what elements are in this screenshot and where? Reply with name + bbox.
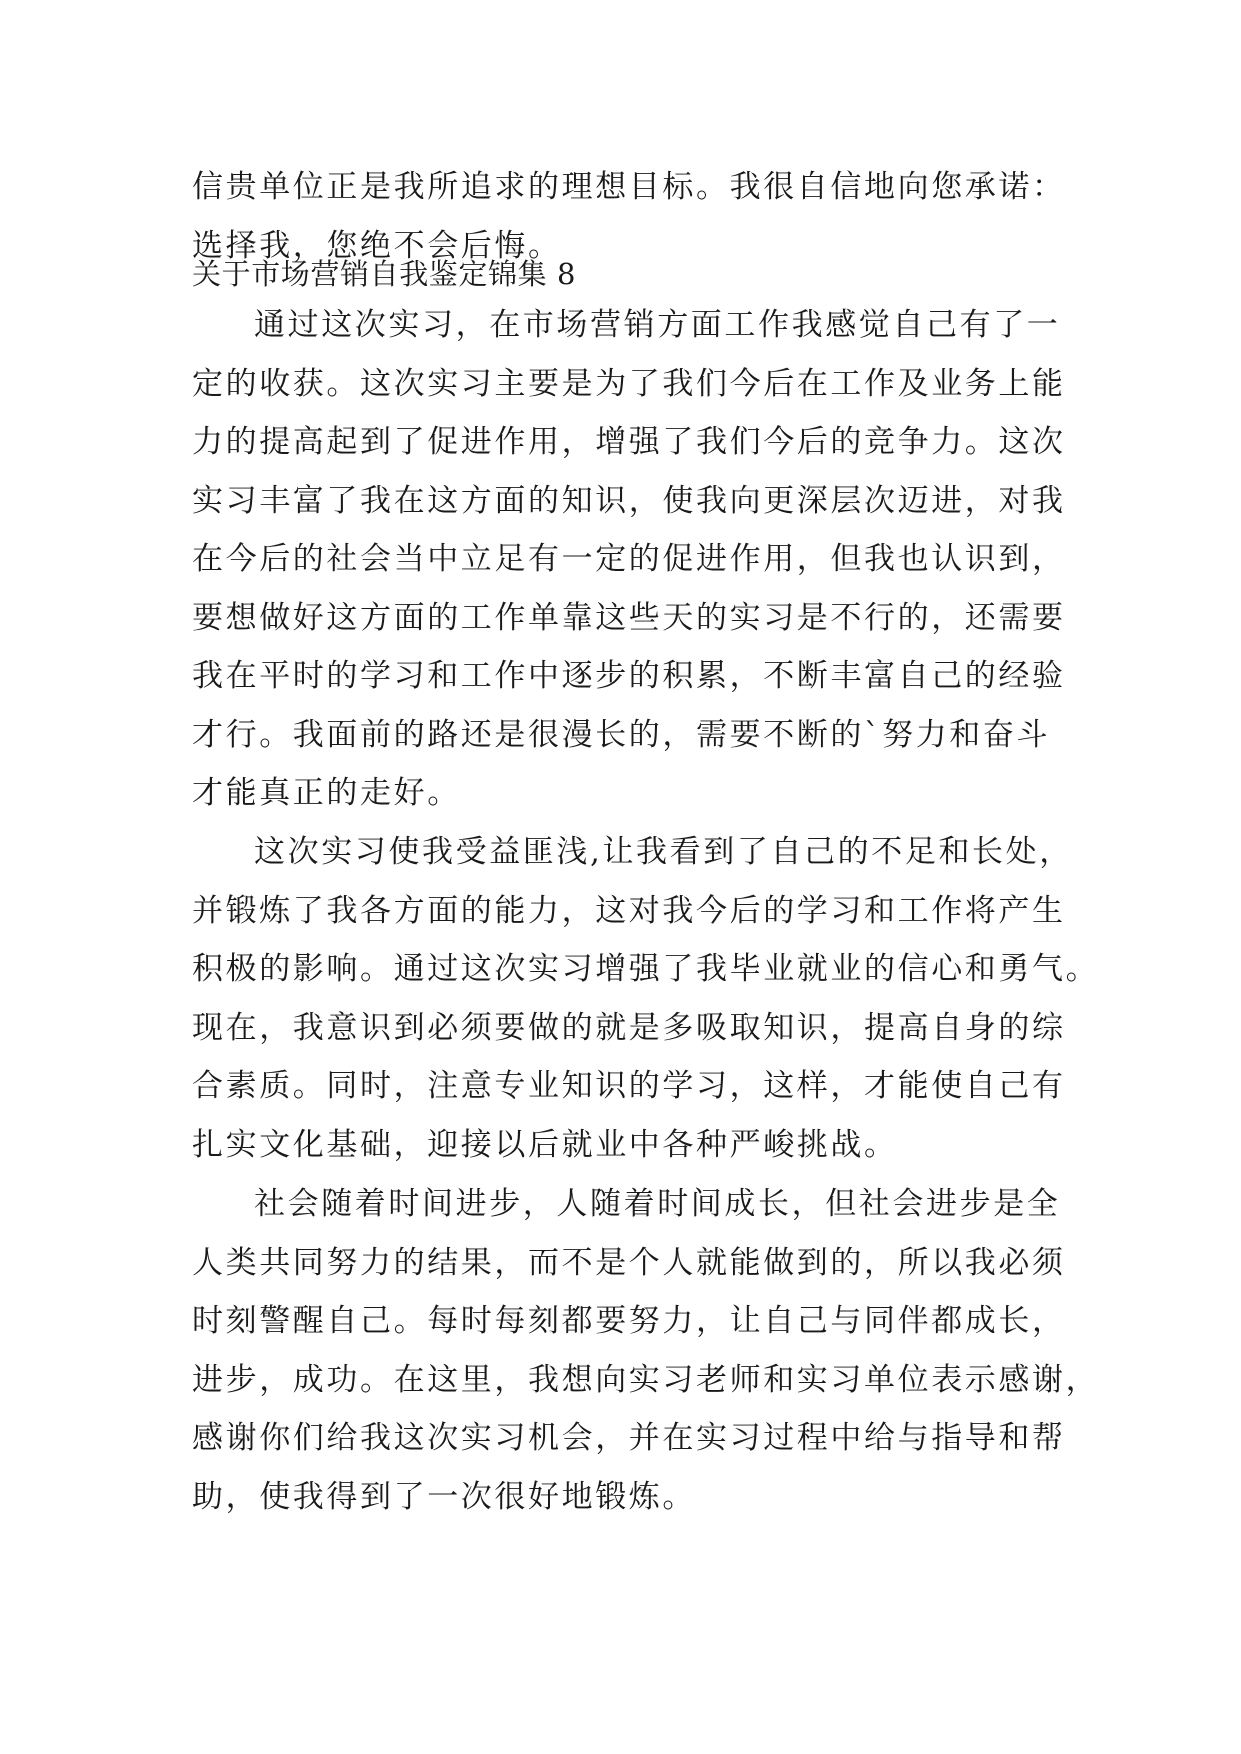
text-line: 进步，成功。在这里，我想向实习老师和实习单位表示感谢， [192,1361,1100,1398]
text-line: 感谢你们给我这次实习机会，并在实习过程中给与指导和帮 [192,1420,1066,1456]
text-line: 选择我，您绝不会后悔。 [192,227,562,264]
text-line: 合素质。同时，注意专业知识的学习，这样，才能使自己有 [192,1068,1066,1104]
text-line: 扎实文化基础，迎接以后就业中各种严峻挑战。 [192,1126,898,1163]
text-line: 力的提高起到了促进作用，增强了我们今后的竞争力。这次 [192,424,1066,460]
text-line: 信贵单位正是我所追求的理想目标。我很自信地向您承诺： [192,169,1066,205]
text-line: 这次实习使我受益匪浅,让我看到了自己的不足和长处， [254,834,1073,870]
text-line: 时刻警醒自己。每时每刻都要努力，让自己与同伴都成长， [192,1303,1066,1339]
text-line: 通过这次实习，在市场营销方面工作我感觉自己有了一 [254,307,1061,343]
text-line: 并锻炼了我各方面的能力，这对我今后的学习和工作将产生 [192,892,1066,929]
text-line: 要想做好这方面的工作单靠这些天的实习是不行的，还需要 [192,599,1066,636]
text-line: 社会随着时间进步，人随着时间成长，但社会进步是全 [254,1186,1061,1222]
text-line: 才行。我面前的路还是很漫长的，需要不断的`努力和奋斗 [192,716,1051,753]
text-line: 我在平时的学习和工作中逐步的积累，不断丰富自己的经验 [192,658,1066,694]
text-line: 人类共同努力的结果，而不是个人就能做到的，所以我必须 [192,1244,1066,1281]
text-line: 定的收获。这次实习主要是为了我们今后在工作及业务上能 [192,365,1066,402]
body-paragraph-2 [192,823,1100,1174]
text-line: 在今后的社会当中立足有一定的促进作用，但我也认识到， [192,541,1066,577]
body-paragraph-1 [192,296,1066,823]
text-line: 才能真正的走好。 [192,775,461,811]
text-line: 助，使我得到了一次很好地锻炼。 [192,1478,696,1515]
text-line: 积极的影响。通过这次实习增强了我毕业就业的信心和勇气。 [192,951,1100,987]
body-paragraph-3 [192,1175,1100,1526]
text-line: 现在，我意识到必须要做的就是多吸取知识，提高自身的综 [192,1009,1066,1046]
text-line: 实习丰富了我在这方面的知识，使我向更深层次迈进，对我 [192,482,1066,519]
section-title: 关于市场营销自我鉴定锦集 8 [192,257,577,291]
